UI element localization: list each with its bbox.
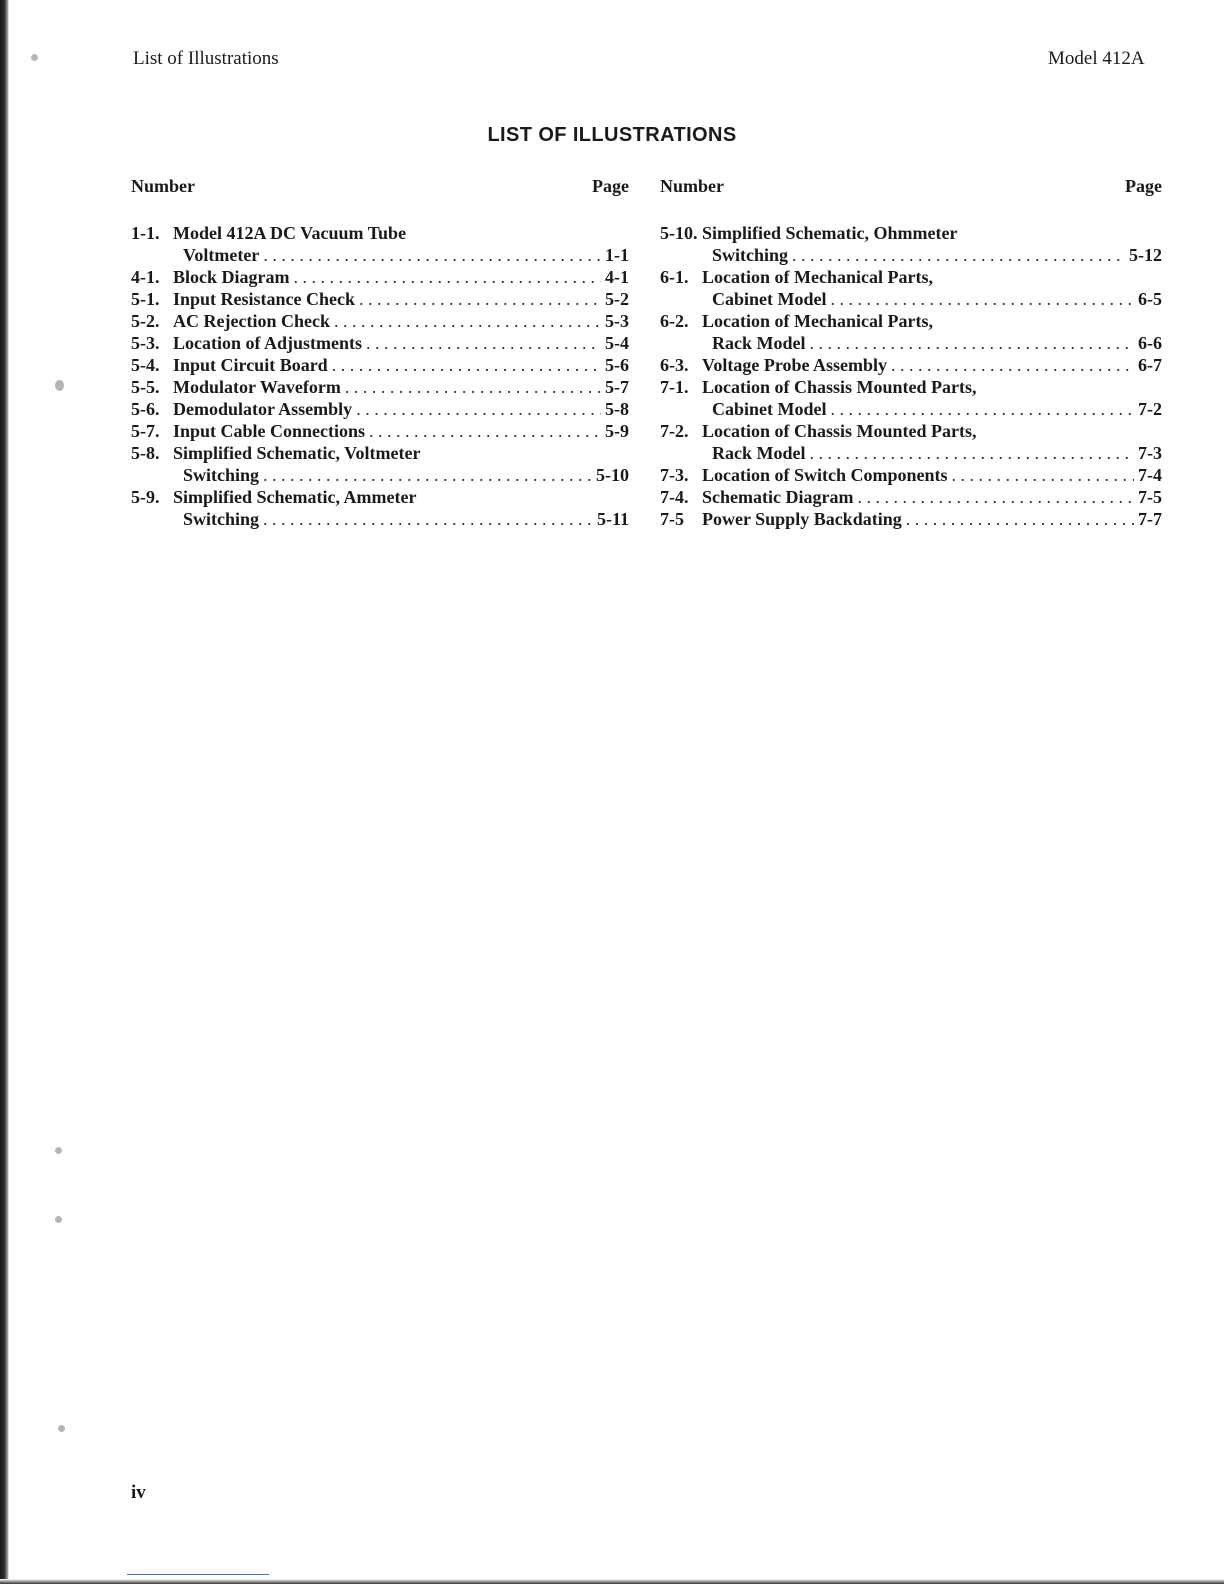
toc-entry[interactable]: [660, 310, 1162, 354]
page-reference: 6-7: [1138, 355, 1162, 375]
dot-leader: [891, 354, 1134, 376]
toc-entry[interactable]: [131, 288, 629, 310]
figure-number: 5-3.: [131, 333, 160, 353]
figure-title: Input Cable Connections: [173, 421, 366, 441]
figure-title: Model 412A DC Vacuum Tube: [173, 223, 407, 243]
figure-title: Simplified Schematic, Voltmeter: [173, 443, 421, 463]
page-reference: 5-12: [1129, 245, 1162, 265]
figure-number: 5-10.: [660, 223, 698, 243]
dot-leader: [792, 244, 1125, 266]
punch-hole: [55, 1147, 62, 1154]
figure-title: Location of Switch Components: [702, 465, 948, 485]
dot-leader: [952, 464, 1134, 486]
figure-title-continuation: Cabinet Model: [712, 289, 827, 309]
toc-entry[interactable]: [131, 442, 629, 486]
dot-leader: [263, 464, 592, 486]
figure-title: Location of Chassis Mounted Parts,: [702, 377, 977, 397]
dot-leader: [359, 288, 601, 310]
toc-entry[interactable]: [131, 376, 629, 398]
toc-entry[interactable]: [660, 420, 1162, 464]
page-reference: 6-5: [1138, 289, 1162, 309]
toc-entry[interactable]: [660, 464, 1162, 486]
toc-entry[interactable]: [131, 332, 629, 354]
figure-number: 5-4.: [131, 355, 160, 375]
figure-title: Location of Chassis Mounted Parts,: [702, 421, 977, 441]
punch-hole: [58, 1425, 65, 1432]
figure-title: Modulator Waveform: [173, 377, 341, 397]
dot-leader: [810, 332, 1135, 354]
bottom-rule: [127, 1574, 269, 1575]
page-reference: 4-1: [605, 267, 629, 287]
dot-leader: [810, 442, 1135, 464]
figure-title: Schematic Diagram: [702, 487, 854, 507]
dot-leader: [263, 244, 601, 266]
page-reference: 6-6: [1138, 333, 1162, 353]
page-reference: 7-4: [1138, 465, 1162, 485]
toc-entry[interactable]: [131, 398, 629, 420]
toc-entry[interactable]: [660, 266, 1162, 310]
toc-entry[interactable]: [131, 266, 629, 288]
illustrations-column-left: [131, 176, 629, 530]
page-reference: 5-10: [596, 465, 629, 485]
figure-title-continuation: Switching: [183, 465, 260, 485]
page-reference: 5-7: [605, 377, 629, 397]
figure-title: AC Rejection Check: [173, 311, 330, 331]
toc-entry[interactable]: [131, 420, 629, 442]
page-reference: 5-4: [605, 333, 629, 353]
figure-number: 5-7.: [131, 421, 160, 441]
page-reference: 1-1: [605, 245, 629, 265]
illustrations-column-right: [660, 176, 1162, 530]
figure-title-continuation: Voltmeter: [183, 245, 260, 265]
toc-entry[interactable]: [131, 486, 629, 530]
figure-title: Input Circuit Board: [173, 355, 328, 375]
page-column-label: Page: [1125, 176, 1162, 196]
figure-title: Power Supply Backdating: [702, 509, 902, 529]
running-header-right: Model 412A: [1048, 48, 1145, 69]
figure-number: 7-1.: [660, 377, 689, 397]
dot-leader: [831, 288, 1135, 310]
figure-title-continuation: Switching: [183, 509, 260, 529]
figure-title: Location of Adjustments: [173, 333, 363, 353]
punch-hole: [55, 380, 64, 391]
column-header: [131, 176, 629, 198]
dot-leader: [356, 398, 601, 420]
figure-number: 1-1.: [131, 223, 160, 243]
figure-number: 6-2.: [660, 311, 689, 331]
dot-leader: [263, 508, 593, 530]
figure-number: 4-1.: [131, 267, 160, 287]
toc-entry[interactable]: [131, 354, 629, 376]
page-reference: 5-11: [596, 509, 629, 529]
figure-title: Location of Mechanical Parts,: [702, 267, 933, 287]
figure-number: 7-3.: [660, 465, 689, 485]
figure-title-continuation: Rack Model: [712, 443, 806, 463]
figure-title-continuation: Switching: [712, 245, 789, 265]
figure-title-continuation: Cabinet Model: [712, 399, 827, 419]
page-reference: 7-2: [1138, 399, 1162, 419]
toc-entry[interactable]: [660, 486, 1162, 508]
page-title: LIST OF ILLUSTRATIONS: [487, 124, 737, 146]
toc-entry[interactable]: [660, 354, 1162, 376]
figure-number: 6-3.: [660, 355, 689, 375]
figure-number: 7-5: [660, 509, 684, 529]
figure-title: Block Diagram: [173, 267, 290, 287]
dot-leader: [345, 376, 601, 398]
dot-leader: [831, 398, 1135, 420]
page-reference: 5-2: [605, 289, 629, 309]
page-column-label: Page: [592, 176, 629, 196]
figure-number: 5-1.: [131, 289, 160, 309]
figure-number: 5-6.: [131, 399, 160, 419]
toc-entry[interactable]: [131, 310, 629, 332]
toc-entry[interactable]: [660, 376, 1162, 420]
figure-title: Input Resistance Check: [173, 289, 356, 309]
dot-leader: [332, 354, 601, 376]
figure-title: Demodulator Assembly: [173, 399, 353, 419]
illustration-list-right: [660, 222, 1162, 530]
dot-leader: [366, 332, 601, 354]
figure-title: Voltage Probe Assembly: [702, 355, 888, 375]
dot-leader: [906, 508, 1134, 530]
figure-number: 6-1.: [660, 267, 689, 287]
page-reference: 7-7: [1138, 509, 1162, 529]
page-reference: 7-3: [1138, 443, 1162, 463]
page-reference: 7-5: [1138, 487, 1162, 507]
page-reference: 5-8: [605, 399, 629, 419]
punch-hole: [31, 54, 38, 61]
figure-number: 5-2.: [131, 311, 160, 331]
dot-leader: [857, 486, 1134, 508]
dot-leader: [334, 310, 601, 332]
figure-number: 5-8.: [131, 443, 160, 463]
punch-hole: [55, 1216, 62, 1223]
running-header-left: List of Illustrations: [133, 48, 279, 69]
figure-number: 7-2.: [660, 421, 689, 441]
page-reference: 5-9: [605, 421, 629, 441]
figure-title: Location of Mechanical Parts,: [702, 311, 933, 331]
figure-title-continuation: Rack Model: [712, 333, 806, 353]
figure-number: 5-9.: [131, 487, 160, 507]
illustration-list-left: [131, 222, 629, 530]
figure-number: 7-4.: [660, 487, 689, 507]
scan-bottom-edge: [0, 1579, 1224, 1584]
toc-entry[interactable]: [131, 222, 629, 266]
toc-entry[interactable]: [660, 508, 1162, 530]
page-reference: 5-3: [605, 311, 629, 331]
page-reference: 5-6: [605, 355, 629, 375]
scan-binding-edge: [0, 0, 9, 1584]
toc-entry[interactable]: [660, 222, 1162, 266]
column-header: [660, 176, 1162, 198]
dot-leader: [294, 266, 602, 288]
number-column-label: Number: [660, 176, 724, 196]
page-number: iv: [131, 1482, 146, 1503]
number-column-label: Number: [131, 176, 195, 196]
figure-title: Simplified Schematic, Ohmmeter: [702, 223, 958, 243]
figure-number: 5-5.: [131, 377, 160, 397]
figure-title: Simplified Schematic, Ammeter: [173, 487, 417, 507]
dot-leader: [369, 420, 601, 442]
